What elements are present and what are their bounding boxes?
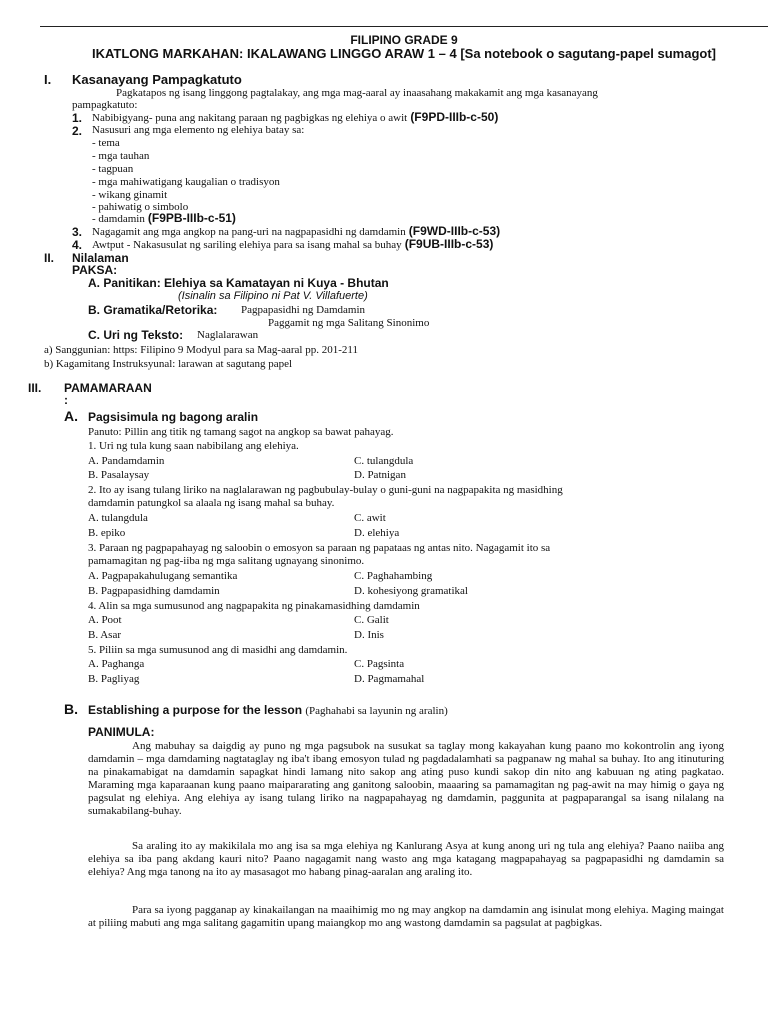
section3-number: III. xyxy=(28,381,42,395)
panimula-paragraph-2: Sa araling ito ay makikilala mo ang isa sa mga elehiya ng Kanlurang Asya at kung anong uri ng tula ang elehiya? Paano naiiba ang elehiya sa iba pang akdang kauri nito? Paano nagagamit nang wasto ang mga katagang magpapahayag sa pagpapasidhi ng damdamin sa elehiya? Ang mga tanong na ito ay masasagot mo habang pinag-aaralan ang araling ito. xyxy=(88,840,724,878)
option-item: C. Paghahambing xyxy=(354,570,433,582)
option-item: B. Asar xyxy=(88,629,121,641)
competency-1-number: 1. xyxy=(72,111,83,125)
gramatika-value-1: Pagpapasidhi ng Damdamin xyxy=(241,304,366,316)
subsection-a-heading: Pagsisimula ng bagong aralin xyxy=(88,410,259,424)
option-item: D. Inis xyxy=(354,629,384,641)
section3-heading: PAMAMARAAN xyxy=(64,381,152,395)
option-item: A. Paghanga xyxy=(88,658,145,670)
section2-number: II. xyxy=(44,251,55,265)
option-item: A. Poot xyxy=(88,614,122,626)
subsection-b-letter: B. xyxy=(64,701,78,717)
option-item: B. Pagpapasidhing damdamin xyxy=(88,585,220,597)
top-rule xyxy=(40,26,768,27)
question-5: 5. Piliin sa mga sumusunod ang di masidhi ang damdamin. xyxy=(88,644,348,656)
panitikan-label: A. Panitikan xyxy=(88,276,157,290)
kagamitan: b) Kagamitang Instruksyunal: larawan at sagutang papel xyxy=(44,358,293,370)
option-item: A. Pandamdamin xyxy=(88,455,165,467)
gramatika-label: B. Gramatika/Retorika: xyxy=(88,303,218,317)
competency-3-number: 3. xyxy=(72,225,83,239)
option-item: C. awit xyxy=(354,512,386,524)
option-item: D. elehiya xyxy=(354,527,400,539)
competency-4-code: (F9UB-IIIb-c-53) xyxy=(404,237,494,251)
panitikan-line xyxy=(88,276,389,290)
page-title: FILIPINO GRADE 9 xyxy=(350,33,458,47)
competency-4-text: Awtput - Nakasusulat ng sariling elehiya para sa isang mahal sa buhay xyxy=(92,239,402,251)
option-item: A. tulangdula xyxy=(88,512,148,524)
question-3: 3. Paraan ng pagpapahayag ng saloobin o emosyon sa paraan ng papataas ng antas nito. Nagagamit ito sa xyxy=(88,542,551,554)
competency-1-text: Nabibigyang- puna ang nakitang paraan ng pagbigkas ng elehiya o awit xyxy=(92,112,408,124)
subsection-a-letter: A. xyxy=(64,408,78,424)
option-item: A. Pagpapakahulugang semantika xyxy=(88,570,238,582)
option-item: C. Pagsinta xyxy=(354,658,405,670)
competency-3-text: Nagagamit ang mga angkop na pang-uri na nagpapasidhi ng damdamin xyxy=(92,226,406,238)
element-item-last xyxy=(92,212,236,226)
subsection-b-note: (Paghahabi sa layunin ng aralin) xyxy=(305,705,448,717)
option-item: D. Pagmamahal xyxy=(354,673,425,685)
element-item: - wikang ginamit xyxy=(92,189,168,201)
paksa-label: PAKSA: xyxy=(72,263,118,277)
element-damdamin: - damdamin xyxy=(92,213,145,225)
section2-heading: Nilalaman xyxy=(72,251,129,265)
uri-ng-teksto-label: C. Uri ng Teksto: xyxy=(88,328,184,342)
uri-ng-teksto-value: Naglalarawan xyxy=(197,329,259,341)
option-item: B. Pasalaysay xyxy=(88,469,150,481)
option-item: B. epiko xyxy=(88,527,126,539)
panimula-paragraph-1: Ang mabuhay sa daigdig ay puno ng mga pagsubok na susukat sa taglay mong kakayahan kung paano mo kokontrolin ang iyong damdamin – mga damdaming nagtataglay ng iba't ibang emosyon tulad ng pagdadalamhati sa pagpanaw ng mahal sa buhay. Ito ang itinuturing na pinakamabigat na damdamin sapagkat hindi lamang nito sakop ang ating puso kundi sakop din nito ang kabuuan ng ating pagkatao. Maraming mga kaparaanan kung paano maipararating ang ganitong saloobin, maaaring sa pamamagitan ng pag-awit na may himig o gaya ng pagsulat ng elehiya. Ang elehiya ay isang tulang liriko na nagpapahayag ng damdamin, paggunita at pagpaparangal sa isang nilalang na sumakabilang-buhay. xyxy=(88,740,724,817)
section1-intro-line1: Pagkatapos ng isang linggong pagtalakay, ang mga mag-aaral ay inaasahang makakamit ang mga kasanayang xyxy=(116,87,598,99)
option-item: C. Galit xyxy=(354,614,389,626)
question-4: 4. Alin sa mga sumusunod ang nagpapakita ng pinakamasidhing damdamin xyxy=(88,600,420,612)
panitikan-translator: (Isinalin sa Filipino ni Pat V. Villafuerte) xyxy=(178,290,368,302)
subsection-b-heading-line xyxy=(88,703,448,718)
panimula-paragraph-3: Para sa iyong pagganap ay kinakailangan na maaihimig mo ng may angkop na damdamin ang isinulat mong elehiya. Maging maingat at piliing mabuti ang mga salitang gagamitin upang maiangkop mo ang wastong damdamin sa pagsulat at pagbigkas. xyxy=(88,904,724,929)
competency-2-text: Nasusuri ang mga elemento ng elehiya batay sa: xyxy=(92,124,305,136)
question-1: 1. Uri ng tula kung saan nabibilang ang elehiya. xyxy=(88,440,299,452)
question-2-cont: damdamin patungkol sa alaala ng isang mahal sa buhay. xyxy=(88,497,335,509)
subsection-b-heading: Establishing a purpose for the lesson xyxy=(88,703,303,717)
section1-number: I. xyxy=(44,72,52,87)
element-item: - mga tauhan xyxy=(92,150,150,162)
competency-4-number: 4. xyxy=(72,238,83,252)
element-item: - mga mahiwatigang kaugalian o tradisyon xyxy=(92,176,280,188)
competency-1-code: (F9PD-IIIb-c-50) xyxy=(410,110,499,124)
element-item: - tagpuan xyxy=(92,163,134,175)
panitikan-value: : Elehiya sa Kamatayan ni Kuya - Bhutan xyxy=(156,276,389,290)
element-item: - tema xyxy=(92,137,120,149)
page-subtitle: IKATLONG MARKAHAN: IKALAWANG LINGGO ARAW 1 – 4 [Sa notebook o sagutang-papel sumagot] xyxy=(91,46,716,61)
competency-2-number: 2. xyxy=(72,124,83,138)
section3-colon: : xyxy=(64,393,68,407)
panuto: Panuto: Pillin ang titik ng tamang sagot na angkop sa bawat pahayag. xyxy=(88,426,394,438)
competency-1 xyxy=(92,111,498,125)
question-2: 2. Ito ay isang tulang liriko na naglalarawan ng pagbubulay-bulay o guni-guni na nagpapakita ng masidhing xyxy=(88,484,563,496)
sanggunian: a) Sanggunian: https: Filipino 9 Modyul para sa Mag-aaral pp. 201-211 xyxy=(44,344,358,356)
competency-3-code: (F9WD-IIIb-c-53) xyxy=(408,224,501,238)
section1-intro-line2: pampagkatuto: xyxy=(72,99,138,111)
gramatika-value-2: Paggamit ng mga Salitang Sinonimo xyxy=(268,317,430,329)
question-3-cont: pamamagitan ng pag-iiba ng mga salitang ugnayang sinonimo. xyxy=(88,555,365,567)
competency-4 xyxy=(92,238,493,252)
option-item: C. tulangdula xyxy=(354,455,414,467)
option-item: D. kohesiyong gramatikal xyxy=(354,585,468,597)
section1-heading: Kasanayang Pampagkatuto xyxy=(72,72,242,87)
element-item: - pahiwatig o simbolo xyxy=(92,201,189,213)
option-item: B. Pagliyag xyxy=(88,673,140,685)
competency-2-code: (F9PB-IIIb-c-51) xyxy=(147,211,236,225)
option-item: D. Patnigan xyxy=(354,469,406,481)
panimula-label: PANIMULA: xyxy=(88,725,155,739)
